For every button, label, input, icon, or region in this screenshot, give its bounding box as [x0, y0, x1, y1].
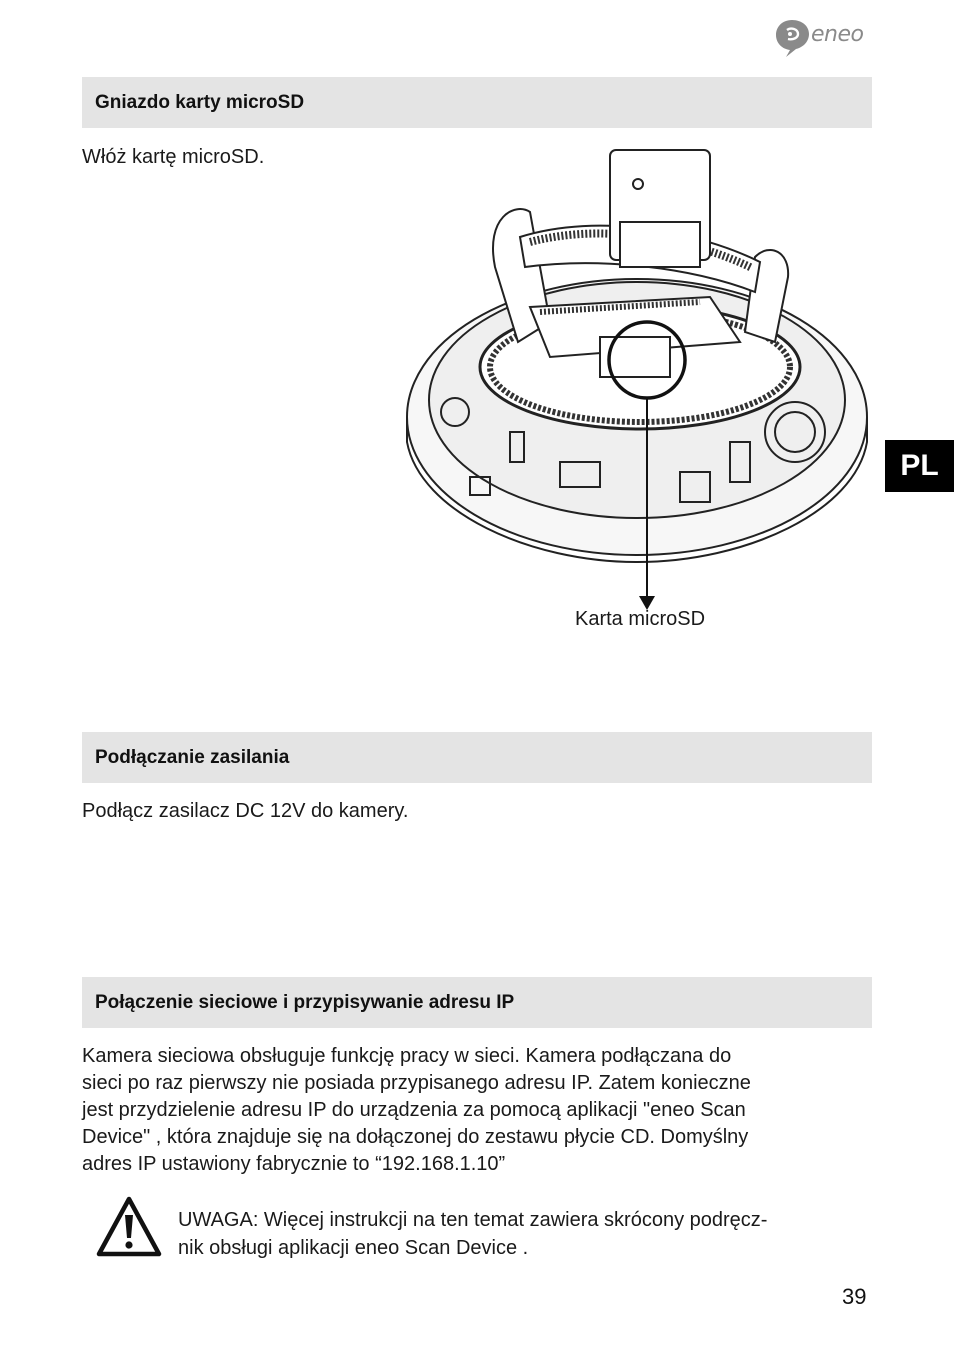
eneo-logo-icon	[776, 18, 810, 58]
section-heading-network: Połączenie sieciowe i przypisywanie adresu IP	[82, 977, 872, 1028]
camera-microsd-figure	[400, 142, 875, 642]
section-heading-power: Podłączanie zasilania	[82, 732, 872, 783]
network-line: adres IP ustawiony fabrycznie to “192.168.1.10”	[82, 1153, 506, 1175]
network-line: sieci po raz pierwszy nie posiada przypisanego adresu IP. Zatem konieczne	[82, 1072, 751, 1094]
logo-wordmark: eneo	[811, 22, 864, 47]
section-heading-microsd: Gniazdo karty microSD	[82, 77, 872, 128]
warning-triangle-icon	[96, 1196, 162, 1258]
power-instruction: Podłącz zasilacz DC 12V do kamery.	[82, 800, 409, 822]
microsd-card-label: Karta microSD	[575, 608, 706, 630]
language-tab-pl: PL	[885, 440, 954, 492]
note-line: nik obsługi aplikacji eneo Scan Device .	[178, 1237, 529, 1259]
network-paragraph	[82, 1043, 874, 1178]
note-text	[178, 1206, 878, 1262]
network-line: jest przydzielenie adresu IP do urządzenia za pomocą aplikacji "eneo Scan	[82, 1099, 746, 1121]
eneo-logo	[776, 18, 876, 58]
note-line: UWAGA: Więcej instrukcji na ten temat zawiera skrócony podręcz-	[178, 1209, 768, 1231]
network-line: Device" , która znajduje się na dołączonej do zestawu płycie CD. Domyślny	[82, 1126, 749, 1148]
page-number: 39	[842, 1284, 867, 1309]
camera-dome-illustration	[400, 142, 875, 642]
network-line: Kamera sieciowa obsługuje funkcję pracy w sieci. Kamera podłączana do	[82, 1045, 732, 1067]
microsd-instruction: Włóż kartę microSD.	[82, 146, 265, 168]
